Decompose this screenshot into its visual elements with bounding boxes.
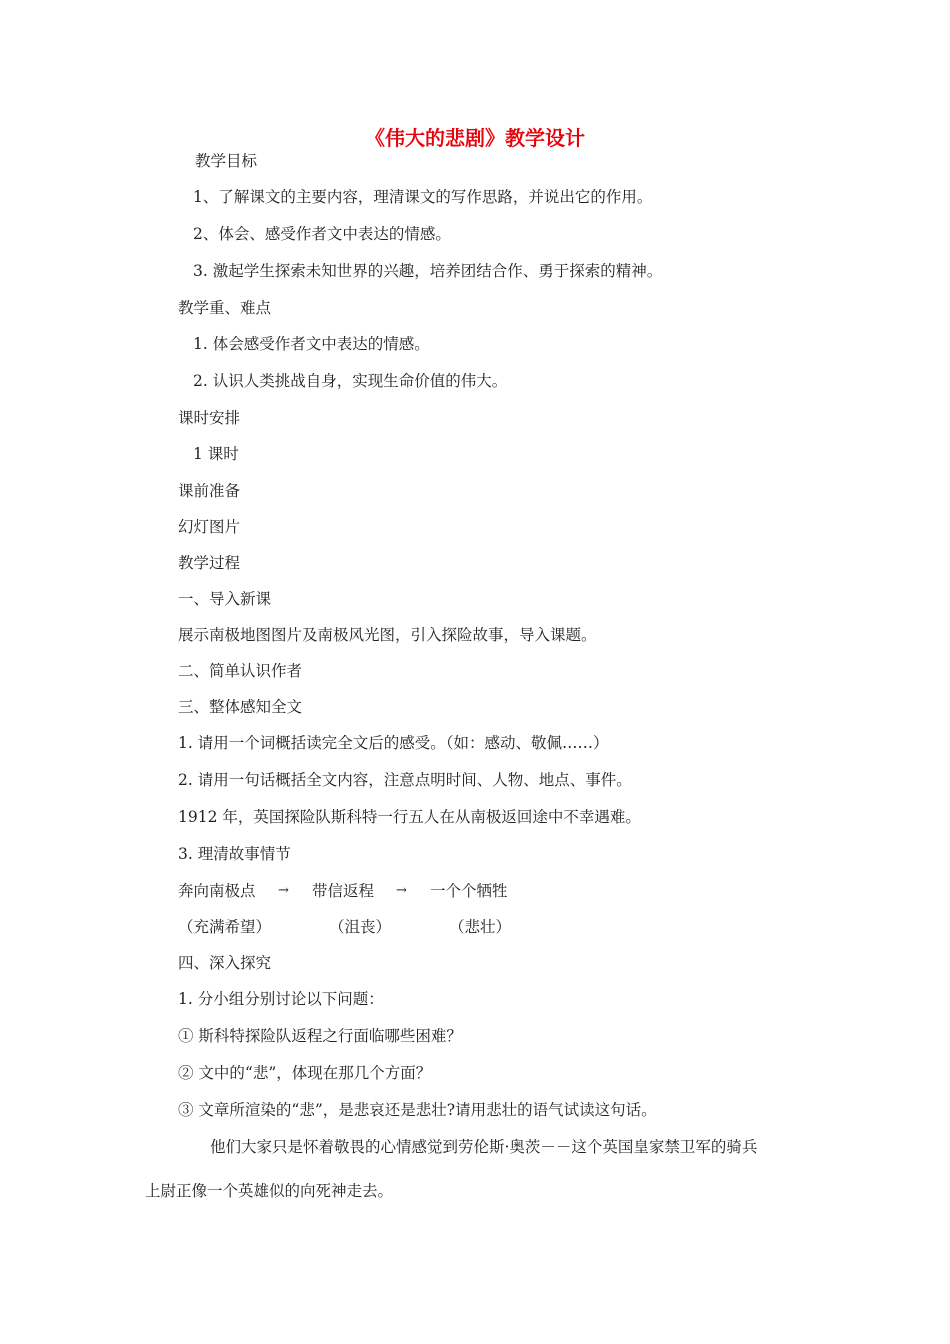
step-item: ③ 文章所渲染的“悲”，是悲哀还是悲壮?请用悲壮的语气试读这句话。: [178, 1101, 657, 1119]
key-point-item: 1. 体会感受作者文中表达的情感。: [193, 335, 430, 353]
quote-line: 上尉正像一个英雄似的向死神走去。: [145, 1182, 394, 1200]
prep-heading: 课前准备: [178, 482, 241, 500]
objective-item: 1、了解课文的主要内容，理清课文的写作思路，并说出它的作用。: [193, 188, 653, 206]
step-item: 1. 分小组分别讨论以下问题：: [178, 990, 384, 1008]
step-item: 2. 请用一句话概括全文内容，注意点明时间、人物、地点、事件。: [178, 771, 632, 789]
step-item: 1. 请用一个词概括读完全文后的感受。（如：感动、敬佩……）: [178, 734, 609, 752]
step-item: 1912 年，英国探险队斯科特一行五人在从南极返回途中不幸遇难。: [178, 808, 641, 826]
step-heading: 四、深入探究: [178, 954, 272, 972]
quote-line: 他们大家只是怀着敬畏的心情感觉到劳伦斯·奥茨－－这个英国皇家禁卫军的骑兵: [210, 1138, 758, 1156]
objective-item: 3. 激起学生探索未知世界的兴趣，培养团结合作、勇于探索的精神。: [193, 262, 663, 280]
step-heading: 三、整体感知全文: [178, 698, 303, 716]
plot-stage: 一个个牺牲: [430, 882, 508, 900]
objectives-heading: 教学目标: [195, 152, 258, 170]
step-heading: 一、导入新课: [178, 590, 272, 608]
step-heading: 二、简单认识作者: [178, 662, 303, 680]
step-text: 展示南极地图图片及南极风光图，引入探险故事，导入课题。: [178, 626, 597, 644]
key-point-item: 2. 认识人类挑战自身，实现生命价值的伟大。: [193, 372, 508, 390]
step-item: ① 斯科特探险队返程之行面临哪些困难？: [178, 1027, 462, 1045]
step-item: ② 文中的“悲”，体现在那几个方面？: [178, 1064, 432, 1082]
arrow-icon: →: [278, 883, 289, 898]
plot-feeling: （悲壮）: [449, 918, 512, 936]
step-item: 3. 理清故事情节: [178, 845, 291, 863]
key-points-heading: 教学重、难点: [178, 299, 272, 317]
process-heading: 教学过程: [178, 554, 241, 572]
schedule-value: 1 课时: [193, 445, 239, 463]
objective-item: 2、体会、感受作者文中表达的情感。: [193, 225, 451, 243]
plot-feeling: （沮丧）: [329, 918, 392, 936]
plot-stage: 奔向南极点: [178, 882, 256, 900]
prep-value: 幻灯图片: [178, 518, 241, 536]
document-title: 《伟大的悲剧》教学设计: [365, 126, 585, 150]
plot-stage: 带信返程: [312, 882, 375, 900]
plot-feeling: （充满希望）: [178, 918, 272, 936]
arrow-icon: →: [396, 883, 407, 898]
schedule-heading: 课时安排: [178, 409, 241, 427]
